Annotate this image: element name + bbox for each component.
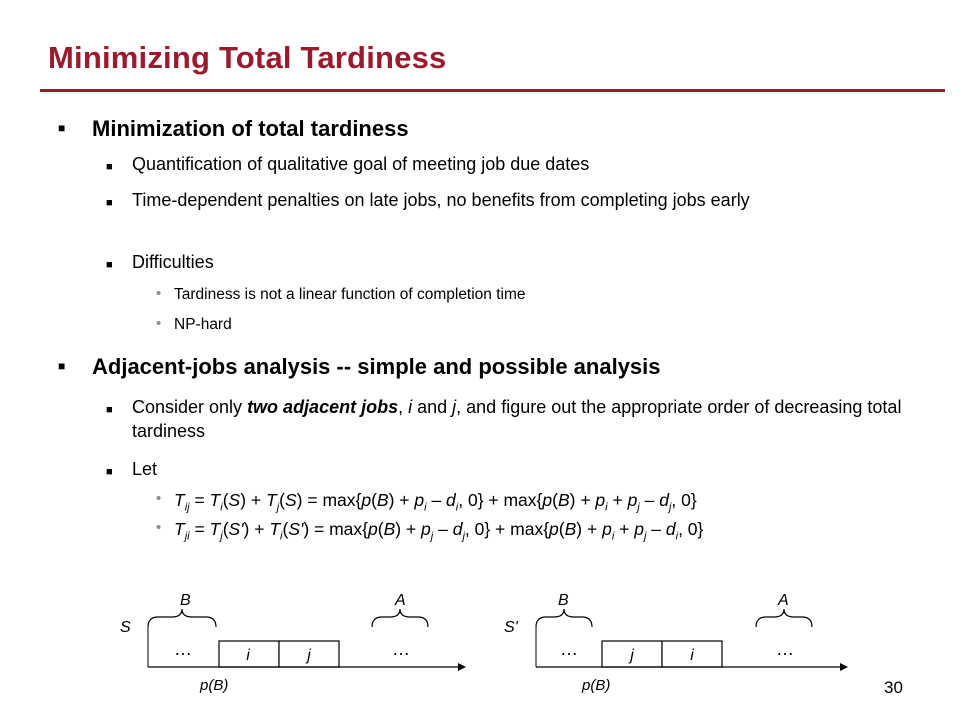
brace-b-icon [148,609,216,627]
dots-a: … [776,639,794,659]
formula-tji-text: $T_{ji} = T_j(S') + T_i(S') = \max\{p(B) + p_j - d_j$, $0\} + \max\{p(B) + p_i + p_j - d_i$, 0} [174,519,704,543]
job-label-2: i [690,647,694,664]
job-label-2: j [307,647,311,664]
label-b: B [180,592,191,609]
sequence-diagram-s-prime [498,585,858,700]
label-s-prime: S' [504,619,518,636]
job-label-1: i [246,647,250,664]
dot-bullet-icon: • [156,285,162,302]
dots-b: … [560,639,578,659]
dots-a: … [392,639,410,659]
dot-bullet-icon: • [156,519,162,536]
title-divider [40,89,945,92]
square-bullet-icon: ■ [106,259,113,271]
square-bullet-icon: ■ [106,404,113,416]
formula-tij-text: $T_{ij} = T_i(S) + T_j(S) = \max\{p(B) + p_i - d_i$, $0\} + \max\{p(B) + p_i + p_j - d_j$, 0} [174,490,697,514]
square-bullet-icon: ■ [106,197,113,209]
square-bullet-icon: ■ [106,466,113,478]
square-bullet-icon: ■ [106,161,113,173]
origin-label: p(B) [582,677,611,694]
dot-bullet-icon: • [156,490,162,507]
origin-label: p(B) [200,677,229,694]
label-a: A [395,592,406,609]
brace-a-icon [372,609,428,627]
dot-bullet-icon: • [156,315,162,332]
square-bullet-icon: ■ [58,121,66,135]
page-number: 30 [884,678,903,697]
square-bullet-icon: ■ [58,359,66,373]
axis-arrow-icon [458,663,466,671]
brace-a-icon [756,609,812,627]
label-a: A [778,592,789,609]
axis-arrow-icon [840,663,848,671]
label-s: S [120,619,131,636]
sequence-diagram-s [110,585,470,700]
job-label-1: j [630,647,634,664]
label-b: B [558,592,569,609]
brace-b-icon [536,609,592,627]
dots-b: … [174,639,192,659]
slide-title: Minimizing Total Tardiness [48,40,447,75]
